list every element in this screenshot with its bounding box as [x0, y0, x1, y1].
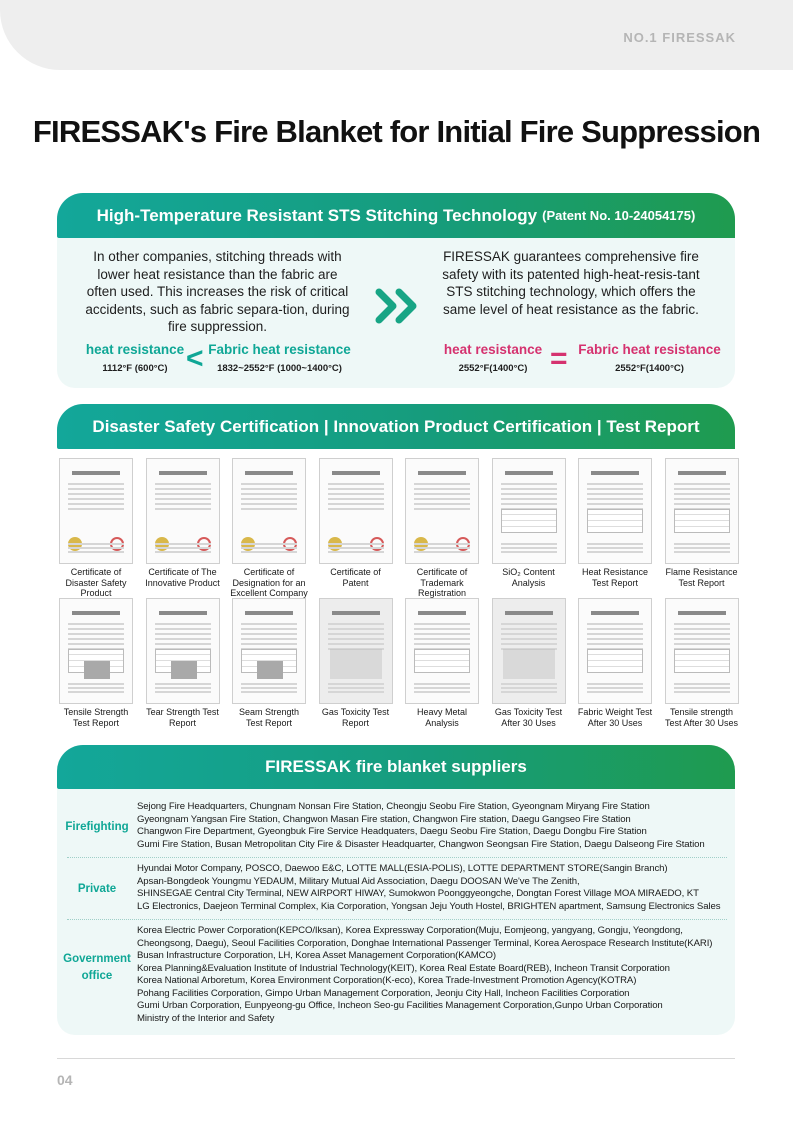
certificate-item: [57, 598, 135, 728]
metric-value: 1112°F (600°C): [102, 363, 168, 374]
certificate-caption: Heavy Metal Analysis: [416, 707, 468, 728]
certification-banner: Disaster Safety Certification | Innovation Product Certification | Test Report: [57, 404, 735, 449]
certificate-item: [403, 458, 481, 599]
certificate-caption: Gas Toxicity Test After 30 Uses: [494, 707, 563, 728]
certificate-caption: Certificate of Trademark Registration: [416, 567, 468, 598]
certificate-caption: Certificate of The Innovative Product: [145, 567, 220, 588]
certificate-caption: Tensile Strength Test Report: [63, 707, 129, 728]
certificate-caption: Flame Resistance Test Report: [665, 567, 738, 588]
supplier-category-label: Firefighting: [65, 821, 129, 833]
less-than-symbol: <: [186, 342, 204, 375]
certificate-thumbnail: [319, 598, 393, 704]
certificate-caption: Heat Resistance Test Report: [581, 567, 649, 588]
metric-value: 1832~2552°F (1000~1400°C): [217, 363, 342, 374]
certificate-thumbnail: [59, 598, 133, 704]
patent-number: (Patent No. 10-24054175): [542, 208, 696, 223]
certificate-item: [230, 458, 308, 599]
certificate-thumbnail: [232, 598, 306, 704]
supplier-list: Sejong Fire Headquarters, Chungnam Nonsan Fire Station, Cheongju Seobu Fire Station, Gyeongnam Miryang Fire Station Gyeongnam Yangsan Fire Station, Changwon Masan Fire station, Changwon Fire station, Daegu Gangseo Fire Station Changwon Fire Department, Gyeongbuk Fire Service Headquaters, Daegu Seobu Fire Station, Daegu Dongbu Fire Station Gumi Fire Station, Busan Metropolitan City Fire & Disaster Headquarter, Changwon Seongsan Fire Station, Daegu Dalseong Fire Station: [137, 801, 705, 850]
certificate-caption: Seam Strength Test Report: [238, 707, 300, 728]
certificate-caption: Certificate of Designation for an Excellent Company: [230, 567, 308, 598]
certificate-item: [663, 458, 741, 588]
title-rest: Fire Blanket for Initial Fire Suppression: [206, 114, 761, 149]
metric-value: 2552°F(1400°C): [458, 363, 528, 374]
firessak-fabric-heat-metric: [577, 342, 722, 374]
certificate-item: [144, 598, 222, 728]
stitching-banner: [57, 193, 735, 238]
certificate-thumbnail: [492, 598, 566, 704]
other-fabric-heat-metric: [207, 342, 352, 374]
supplier-category-label: Government office: [63, 953, 131, 982]
certificate-item: [144, 458, 222, 588]
certificate-item: [230, 598, 308, 728]
certificate-caption: Gas Toxicity Test Report: [321, 707, 390, 728]
certificate-thumbnail: [405, 458, 479, 564]
certificate-thumbnail: [665, 598, 739, 704]
certificate-item: [317, 458, 395, 588]
supplier-list: Hyundai Motor Company, POSCO, Daewoo E&C, LOTTE MALL(ESIA-POLIS), LOTTE DEPARTMENT STORE(Sangin Branch) Apsan-Bongdeok Youngmu YEDAUM, Military Mutual Aid Association, Daegu DOOSAN We've The Zenith, SHINSEGAE Central City Terminal, NEW AIRPORT HIWAY, Sumokwon Poonggyeongche, Dongtan Forest Village MOA MIRAEDO, KT LG Electronics, Daejeon Terminal Complex, Kia Corporation, Yongsan Jeju Youth Hostel, BRIGHTEN apartment, Samsung Electronics Sales: [137, 863, 721, 912]
other-thread-heat-metric: [85, 342, 185, 374]
title-brand: FIRESSAK's: [32, 114, 207, 149]
certificate-thumbnail: [146, 458, 220, 564]
certificate-item: [576, 598, 654, 728]
other-companies-text: In other companies, stitching threads with lower heat resistance than the fabric are often used. This increases the risk of critical accidents, such as fabric separa-tion, during fire suppression.: [85, 249, 350, 334]
suppliers-panel: [57, 789, 735, 1035]
certificate-item: [57, 458, 135, 599]
certificate-thumbnail: [578, 598, 652, 704]
metric-label: heat resistance: [85, 342, 185, 357]
equals-symbol: =: [550, 342, 568, 375]
page-number: 04: [57, 1072, 73, 1088]
supplier-category-label: Private: [77, 883, 117, 895]
suppliers-banner: FIRESSAK fire blanket suppliers: [57, 745, 735, 789]
certificate-thumbnail: [578, 458, 652, 564]
firessak-thread-heat-metric: [442, 342, 544, 374]
certificate-item: [490, 458, 568, 588]
footer-divider: [57, 1058, 735, 1059]
metric-label: heat resistance: [443, 342, 543, 357]
certificate-thumbnail: [492, 458, 566, 564]
certificate-thumbnail: [319, 458, 393, 564]
double-chevron-right-icon: [373, 286, 423, 326]
certificate-caption: Certificate of Patent: [330, 567, 381, 588]
certificate-item: [663, 598, 741, 728]
row-divider: [67, 919, 727, 920]
certificate-caption: Tear Strength Test Report: [146, 707, 219, 728]
certificate-thumbnail: [59, 458, 133, 564]
firessak-text: FIRESSAK guarantees comprehensive fire safety with its patented high-heat-resis-tant STS stitching technology, which offers the same level of heat resistance as the fabric.: [442, 249, 700, 317]
certificate-item: [490, 598, 568, 728]
certificate-thumbnail: [232, 458, 306, 564]
certificate-caption: Tensile strength Test After 30 Uses: [664, 707, 739, 728]
brand-tag: NO.1 FIRESSAK: [623, 30, 736, 45]
stitching-panel: [57, 238, 735, 388]
certificate-thumbnail: [146, 598, 220, 704]
supplier-list: Korea Electric Power Corporation(KEPCO/Iksan), Korea Expressway Corporation(Muju, Eomjeong, yangyang, Gongju, Yeongdong, Cheongsong, Daegu), Seoul Facilities Corporation, Donghae International Passenger Terminal, Korea Aerospace Research Institute(KARI) Busan Infrastructure Corporation, LH, Korea Asset Management Corporation(KAMCO) Korea Planning&Evaluation Institute of Industrial Technology(KEIT), Korea Real Estate Board(REB), Incheon Transit Corporation Korea National Arboretum, Korea Environment Corporation(K-eco), Korea Trade-Investment Promotion Agency(KOTRA) Pohang Facilities Corporation, Gimpo Urban Management Corporation, Jeonju City Hall, Incheon Facilities Corporation Gumi Urban Corporation, Eunpyeong-gu Office, Incheon Seo-gu Facilities Management Corporation,Gunpo Urban Corporation Ministry of the Interior and Safety: [137, 925, 713, 1024]
page-title: [0, 114, 793, 150]
certificate-caption: Fabric Weight Test After 30 Uses: [577, 707, 653, 728]
certificate-caption: Certificate of Disaster Safety Product: [65, 567, 127, 598]
row-divider: [67, 857, 727, 858]
certificate-item: [576, 458, 654, 588]
metric-label: Fabric heat resistance: [578, 342, 721, 357]
certificate-caption: SiO₂ Content Analysis: [502, 567, 555, 588]
certificate-item: [403, 598, 481, 728]
metric-label: Fabric heat resistance: [208, 342, 351, 357]
metric-value: 2552°F(1400°C): [615, 363, 684, 374]
certificate-thumbnail: [405, 598, 479, 704]
stitching-heading: High-Temperature Resistant STS Stitching Technology: [96, 205, 538, 225]
certificate-thumbnail: [665, 458, 739, 564]
certificate-item: [317, 598, 395, 728]
